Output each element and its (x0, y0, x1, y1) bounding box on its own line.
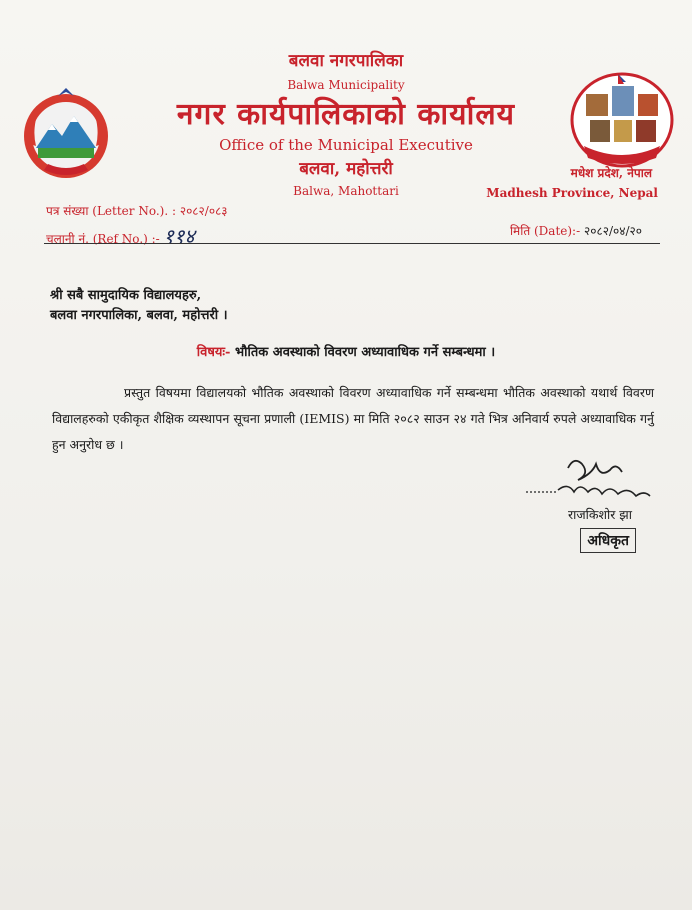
office-title-np: नगर कार्यपालिकाको कार्यालय (176, 97, 516, 132)
reference-number-label: चलानी नं. (Ref No.) :- (46, 232, 164, 246)
province-en: Madhesh Province, Nepal (486, 186, 658, 200)
letter-body: प्रस्तुत विषयमा विद्यालयको भौतिक अवस्थाको विवरण अध्यावाधिक गर्ने सम्बन्धमा भौतिक अवस्थाको यथार्थ विवरण विद्यालहरुको एकीकृत शैक्षिक व्यस्थापन सूचना प्रणाली (IEMIS) मा मिति २०८२ साउन २४ गते भित्र अनिवार्य रुपले अध्यावाधिक गर्नु हुन अनुरोध छ । (52, 385, 654, 452)
municipality-name-en: Balwa Municipality (287, 78, 405, 92)
subject-line (0, 342, 692, 360)
recipient-line-2: बलवा नगरपालिका, बलवा, महोत्तरी । (50, 308, 228, 323)
date-value: २०८२/०४/२० (583, 224, 642, 238)
handwritten-signature (518, 452, 678, 512)
letter-date (510, 222, 642, 239)
letter-number-value: २०८२/०८३ (179, 204, 228, 218)
subject-label: विषयः- (196, 345, 235, 360)
reference-number-value: ११४ (163, 224, 195, 248)
recipient-line-1: श्री सबै सामुदायिक विद्यालयहरु, (50, 288, 202, 303)
place-np: बलवा, महोत्तरी (299, 159, 393, 179)
province-np: मधेश प्रदेश, नेपाल (570, 166, 652, 180)
letter-number-label: पत्र संख्या (Letter No.). : (46, 204, 180, 218)
municipality-name-np: बलवा नगरपालिका (288, 51, 404, 71)
place-en: Balwa, Mahottari (293, 184, 399, 198)
letter-number (46, 202, 228, 219)
reference-number (46, 222, 195, 249)
signatory-title-stamp: अधिकृत (580, 528, 636, 553)
office-title-en: Office of the Municipal Executive (219, 136, 473, 154)
header-divider (44, 243, 660, 244)
date-label: मिति (Date):- (509, 224, 584, 238)
signatory-name: राजकिशोर झा (568, 507, 632, 522)
subject-text: भौतिक अवस्थाको विवरण अध्यावाधिक गर्ने सम्बन्धमा । (234, 345, 496, 360)
